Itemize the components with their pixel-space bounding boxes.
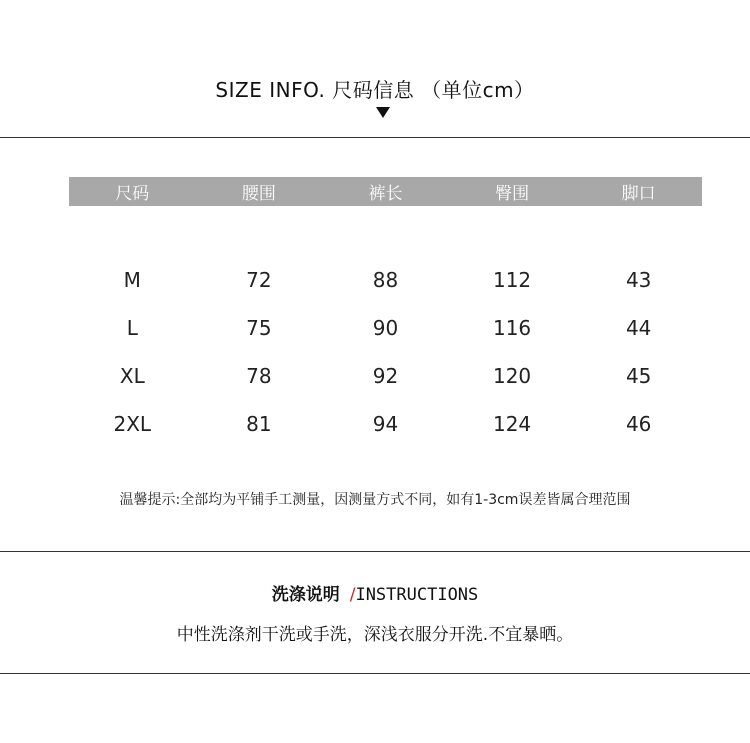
table-row xyxy=(69,352,702,400)
column-header-length: 裤长 xyxy=(368,184,403,204)
cell-length: 88 xyxy=(372,268,399,292)
cell-length: 92 xyxy=(372,364,399,388)
cell-size: M xyxy=(123,268,141,292)
column-header-size: 尺码 xyxy=(115,184,150,204)
cell-hip: 120 xyxy=(492,364,532,388)
cell-waist: 78 xyxy=(246,364,272,388)
wash-title-slash: / xyxy=(349,585,356,605)
column-header-waist: 腰围 xyxy=(241,184,276,204)
size-table xyxy=(69,177,702,436)
cell-size: 2XL xyxy=(113,412,152,436)
cell-hip: 112 xyxy=(492,268,532,292)
cell-length: 94 xyxy=(372,412,399,436)
cell-waist: 81 xyxy=(246,412,272,436)
divider-bottom xyxy=(0,673,750,674)
cell-leg-opening: 44 xyxy=(625,316,652,340)
cell-leg-opening: 43 xyxy=(625,268,652,292)
table-row xyxy=(69,400,702,448)
cell-length: 90 xyxy=(372,316,399,340)
divider-top xyxy=(0,137,750,138)
cell-size: L xyxy=(126,316,138,340)
cell-size: XL xyxy=(119,364,145,388)
column-header-leg-opening: 脚口 xyxy=(621,184,656,204)
down-triangle-icon xyxy=(376,107,390,118)
table-row xyxy=(69,304,702,352)
cell-hip: 124 xyxy=(492,412,532,436)
cell-waist: 75 xyxy=(246,316,272,340)
size-table-header xyxy=(69,177,702,206)
wash-instructions-title xyxy=(0,580,750,605)
size-table-body xyxy=(69,256,702,448)
cell-leg-opening: 46 xyxy=(625,412,652,436)
measurement-note: 温馨提示:全部均为平铺手工测量，因测量方式不同，如有1-3cm误差皆属合理范围 xyxy=(119,492,631,508)
cell-hip: 116 xyxy=(492,316,532,340)
cell-leg-opening: 45 xyxy=(625,364,652,388)
column-header-hip: 臀围 xyxy=(495,184,530,204)
wash-instructions-text: 中性洗涤剂干洗或手洗，深浅衣服分开洗.不宜暴晒。 xyxy=(176,625,574,645)
wash-title-cn: 洗涤说明 xyxy=(271,585,340,605)
size-info-title: SIZE INFO. 尺码信息 （单位cm） xyxy=(215,78,535,102)
divider-middle xyxy=(0,551,750,552)
cell-waist: 72 xyxy=(246,268,272,292)
wash-title-en: INSTRUCTIONS xyxy=(355,585,479,605)
table-row xyxy=(69,256,702,304)
